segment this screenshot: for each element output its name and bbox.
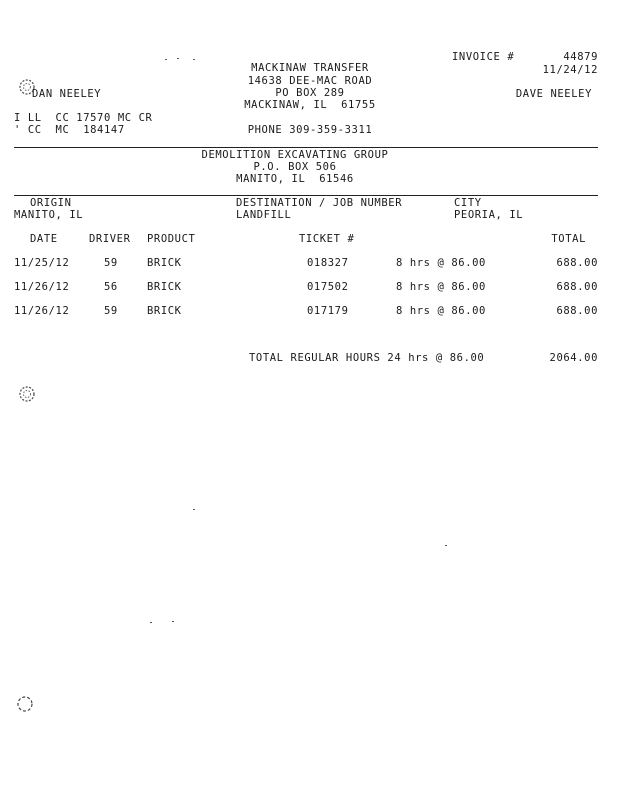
row-product: BRICK (147, 305, 182, 317)
row-date: 11/26/12 (14, 305, 70, 317)
invoice-date: 11/24/12 (542, 64, 598, 76)
header-product: PRODUCT (147, 233, 196, 245)
invoice-number-label: INVOICE # (452, 51, 515, 63)
seal-mark-icon (16, 695, 34, 713)
row-ticket: 017179 (307, 305, 349, 317)
destination-label: DESTINATION / JOB NUMBER (236, 197, 403, 209)
header-total: TOTAL (551, 233, 586, 245)
row-date: 11/25/12 (14, 257, 70, 269)
sold-to-line2: ' CC MC 184147 (14, 124, 125, 136)
scan-speck (193, 509, 195, 510)
row-driver: 59 (104, 257, 118, 269)
company-name: MACKINAW TRANSFER (251, 62, 369, 74)
header-date: DATE (30, 233, 58, 245)
summary-total: 2064.00 (549, 352, 598, 364)
invoice-number: 44879 (563, 51, 598, 63)
row-ticket: 017502 (307, 281, 349, 293)
header-ticket: TICKET # (299, 233, 355, 245)
scan-speck (177, 58, 179, 59)
divider-route (14, 195, 598, 196)
row-total: 688.00 (556, 257, 598, 269)
company-city: MACKINAW, IL 61755 (244, 99, 376, 111)
customer-city: MANITO, IL 61546 (236, 173, 354, 185)
company-phone: PHONE 309-359-3311 (247, 124, 373, 136)
summary-label: TOTAL REGULAR HOURS 24 hrs @ 86.00 (249, 352, 485, 364)
sold-to-line1: I LL CC 17570 MC CR (14, 112, 153, 124)
row-product: BRICK (147, 257, 182, 269)
destination-value: LANDFILL (236, 209, 292, 221)
customer-po-box: P.O. BOX 506 (253, 161, 337, 173)
company-street: 14638 DEE-MAC ROAD (247, 75, 373, 87)
city-value: PEORIA, IL (454, 209, 524, 221)
seal-mark-icon (18, 385, 36, 403)
scan-speck (165, 59, 167, 60)
scan-speck (193, 59, 195, 60)
row-total: 688.00 (556, 281, 598, 293)
origin-value: MANITO, IL (14, 209, 84, 221)
scan-speck (445, 545, 447, 546)
row-hours: 8 hrs @ 86.00 (396, 305, 486, 317)
row-date: 11/26/12 (14, 281, 70, 293)
sold-to-name: DAN NEELEY (32, 88, 102, 100)
row-hours: 8 hrs @ 86.00 (396, 281, 486, 293)
row-driver: 59 (104, 305, 118, 317)
header-driver: DRIVER (89, 233, 131, 245)
invoice-rep: DAVE NEELEY (515, 88, 592, 100)
origin-label: ORIGIN (30, 197, 72, 209)
row-driver: 56 (104, 281, 118, 293)
row-hours: 8 hrs @ 86.00 (396, 257, 486, 269)
row-ticket: 018327 (307, 257, 349, 269)
customer-name: DEMOLITION EXCAVATING GROUP (201, 149, 389, 161)
company-po-box: PO BOX 289 (275, 87, 345, 99)
scan-speck (150, 622, 152, 623)
row-product: BRICK (147, 281, 182, 293)
scan-speck (172, 621, 174, 622)
divider-top (14, 147, 598, 148)
city-label: CITY (454, 197, 482, 209)
row-total: 688.00 (556, 305, 598, 317)
